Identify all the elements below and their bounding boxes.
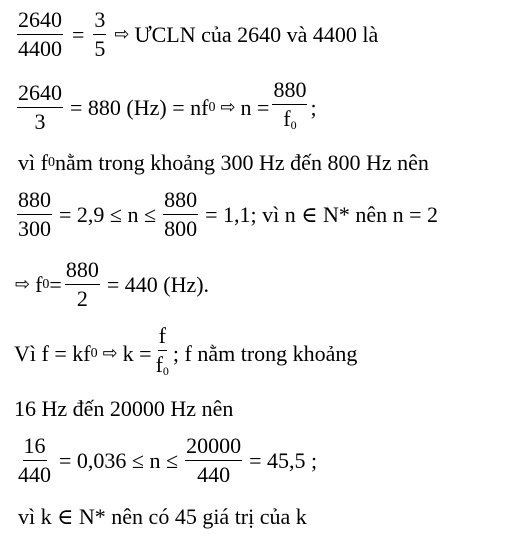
line-n-bounds bbox=[14, 186, 438, 243]
fraction-16-440 bbox=[17, 432, 52, 489]
implies-arrow-icon: ⇨ bbox=[15, 274, 31, 295]
fraction-numerator: 20000 bbox=[185, 432, 242, 461]
fraction-denominator: 3 bbox=[34, 109, 46, 134]
ucln-text: ƯCLN của 2640 và 4400 là bbox=[134, 21, 379, 47]
fraction-2640-4400 bbox=[17, 6, 63, 63]
subscript-zero: 0 bbox=[208, 99, 216, 115]
fraction-2640-3 bbox=[17, 79, 63, 136]
inequality-text: = 2,9 ≤ n ≤ bbox=[59, 201, 157, 227]
result-text: = 440 (Hz). bbox=[106, 271, 210, 297]
relation-text: k = bbox=[122, 340, 152, 366]
range-text: 16 Hz đến 20000 Hz nên bbox=[14, 396, 234, 421]
f-symbol: f bbox=[155, 352, 163, 377]
fraction-numerator: 2640 bbox=[17, 79, 63, 108]
fraction-880-2 bbox=[65, 256, 100, 313]
fraction-denominator: 440 bbox=[197, 462, 231, 487]
range-text: vì f bbox=[18, 150, 48, 175]
conclusion-text: = 1,1; vì n ∈ N* nên n = 2 bbox=[205, 201, 439, 227]
fraction-denominator bbox=[155, 351, 170, 385]
fraction-numerator: f bbox=[158, 322, 167, 351]
fraction-denominator: 2 bbox=[76, 286, 88, 311]
fraction-numerator: 880 bbox=[163, 186, 198, 215]
subscript-zero: 0 bbox=[162, 364, 169, 378]
semicolon: ; bbox=[310, 94, 317, 120]
line-f0-result bbox=[10, 256, 209, 313]
line-audible-range bbox=[14, 396, 233, 422]
relation-text: Vì f = kf bbox=[14, 340, 91, 366]
fraction-numerator: 880 bbox=[272, 76, 307, 105]
subscript-zero: 0 bbox=[90, 345, 98, 361]
fraction-denominator: 4400 bbox=[18, 36, 62, 61]
fraction-numerator: 16 bbox=[23, 432, 47, 461]
subscript-zero: 0 bbox=[42, 276, 50, 292]
equals-sign: = bbox=[49, 271, 62, 297]
implies-arrow-icon: ⇨ bbox=[102, 343, 118, 364]
implies-arrow-icon: ⇨ bbox=[114, 24, 130, 45]
fraction-numerator: 880 bbox=[17, 186, 52, 215]
range-text: nằm trong khoảng 300 Hz đến 800 Hz nên bbox=[54, 150, 429, 175]
fraction-numerator: 2640 bbox=[17, 6, 63, 35]
fraction-880-800 bbox=[163, 186, 198, 243]
fraction-f-f0 bbox=[155, 322, 170, 385]
equation-text: = 880 (Hz) = nf bbox=[70, 94, 209, 120]
subscript-zero: 0 bbox=[290, 118, 297, 132]
fraction-denominator: 800 bbox=[164, 216, 198, 241]
relation-text: ; f nằm trong khoảng bbox=[172, 340, 358, 366]
fraction-880-f0 bbox=[272, 76, 307, 139]
f-symbol: f bbox=[283, 106, 291, 131]
f-symbol: f bbox=[35, 271, 43, 297]
fraction-denominator bbox=[282, 105, 297, 139]
line-k-bounds bbox=[14, 432, 317, 489]
fraction-20000-440 bbox=[185, 432, 242, 489]
equation-text: n = bbox=[240, 94, 270, 120]
fraction-denominator: 440 bbox=[18, 462, 51, 487]
fraction-denominator: 300 bbox=[18, 216, 51, 241]
inequality-text: = 0,036 ≤ n ≤ bbox=[59, 447, 179, 473]
fraction-numerator: 3 bbox=[93, 6, 106, 35]
line-k-relation bbox=[14, 322, 357, 385]
fraction-denominator: 5 bbox=[94, 36, 106, 61]
result-text: = 45,5 ; bbox=[249, 447, 318, 473]
answer-text: vì k ∈ N* nên có 45 giá trị của k bbox=[18, 504, 307, 529]
line-final-answer bbox=[18, 504, 307, 530]
subscript-zero: 0 bbox=[47, 155, 55, 170]
fraction-3-5 bbox=[93, 6, 106, 63]
fraction-880-300 bbox=[17, 186, 52, 243]
equals-sign: = bbox=[72, 21, 85, 47]
line-ucln bbox=[14, 6, 378, 63]
fraction-numerator: 880 bbox=[65, 256, 100, 285]
line-880-hz bbox=[14, 76, 317, 139]
line-f0-range bbox=[18, 150, 429, 176]
implies-arrow-icon: ⇨ bbox=[220, 97, 236, 118]
